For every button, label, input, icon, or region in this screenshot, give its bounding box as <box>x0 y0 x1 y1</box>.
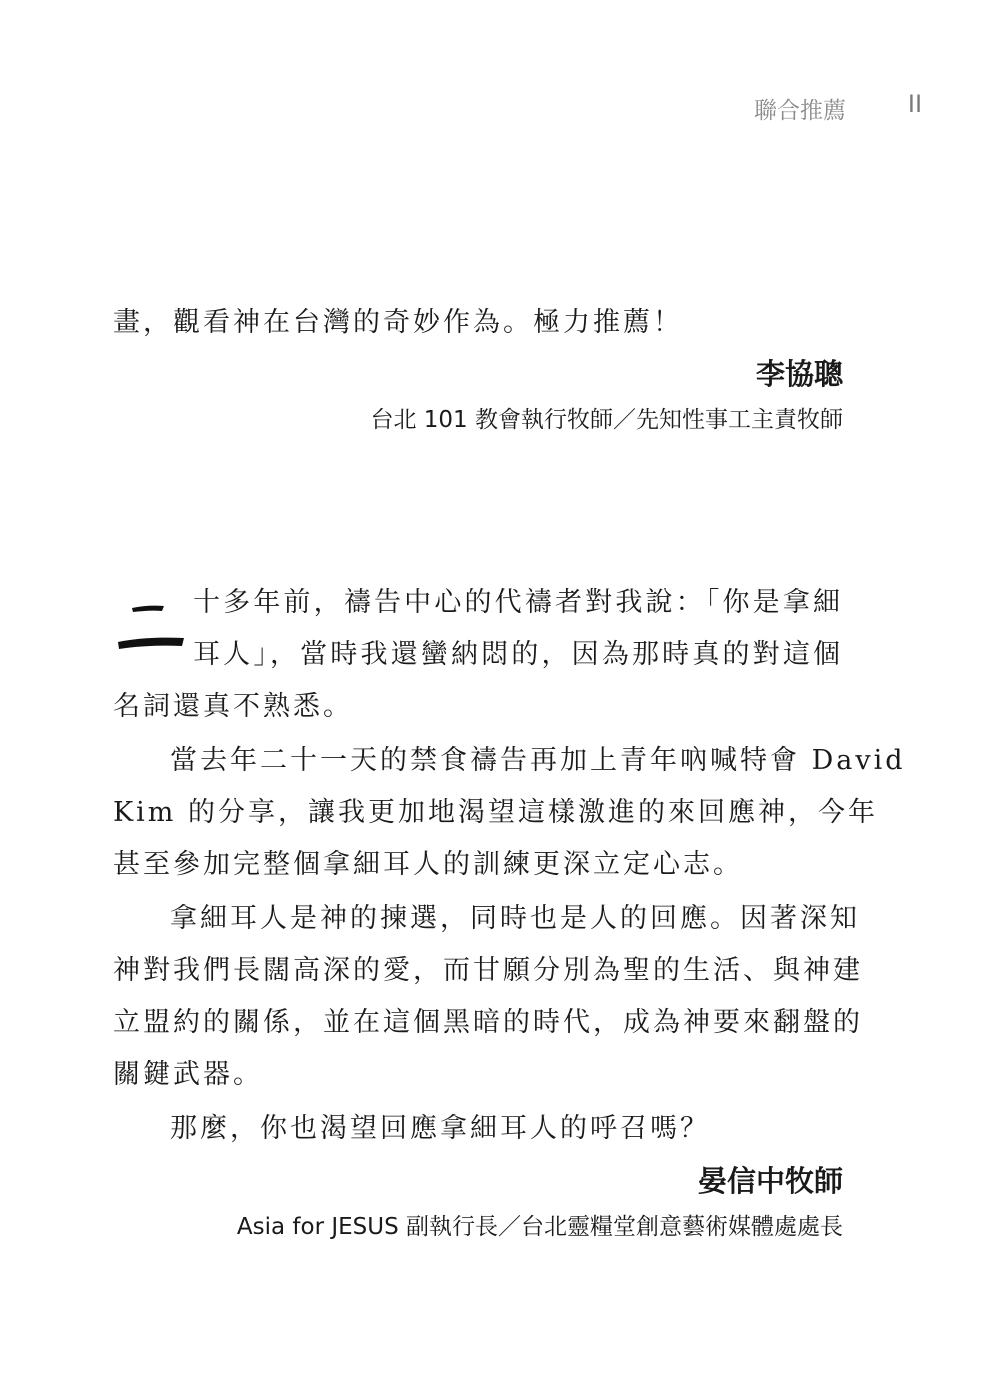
paragraph-3-line-4: 關鍵武器。 <box>113 1059 263 1090</box>
recommendation-2-author: 晏信中牧師 <box>697 1164 843 1198</box>
paragraph-2-line-3: 甚至參加完整個拿細耳人的訓練更深立定心志。 <box>113 849 743 880</box>
paragraph-3-line-1: 拿細耳人是神的揀選，同時也是人的回應。因著深知 <box>170 903 860 934</box>
running-header-section: 聯合推薦 <box>754 98 846 124</box>
paragraph-1-line-1: 十多年前，禱告中心的代禱者對我說：「你是拿細 <box>193 587 843 618</box>
paragraph-1-line-2: 耳人」，當時我還蠻納悶的，因為那時真的對這個 <box>193 639 843 670</box>
recommendation-1-title: 台北 101 教會執行牧師／先知性事工主責牧師 <box>370 407 843 433</box>
page-number: II <box>907 90 923 118</box>
paragraph-3-line-3: 立盟約的關係，並在這個黑暗的時代，成為神要來翻盤的 <box>113 1007 863 1038</box>
paragraph-2-line-2: Kim 的分享，讓我更加地渴望這樣激進的來回應神，今年 <box>113 797 878 828</box>
drop-cap-character <box>116 656 117 657</box>
paragraph-4-line-1: 那麼，你也渴望回應拿細耳人的呼召嗎？ <box>170 1113 710 1144</box>
paragraph-3-line-2: 神對我們長闊高深的愛，而甘願分別為聖的生活、與神建 <box>113 955 863 986</box>
drop-cap <box>116 600 186 656</box>
recommendation-1-author: 李協聰 <box>755 357 843 391</box>
recommendation-1-closing-line: 畫，觀看神在台灣的奇妙作為。極力推薦！ <box>113 307 683 338</box>
recommendation-2-title: Asia for JESUS 副執行長／台北靈糧堂創意藝術媒體處處長 <box>236 1214 843 1240</box>
paragraph-1-line-3: 名詞還真不熟悉。 <box>113 691 353 722</box>
paragraph-2-line-1: 當去年二十一天的禁食禱告再加上青年吶喊特會 David <box>170 745 906 776</box>
